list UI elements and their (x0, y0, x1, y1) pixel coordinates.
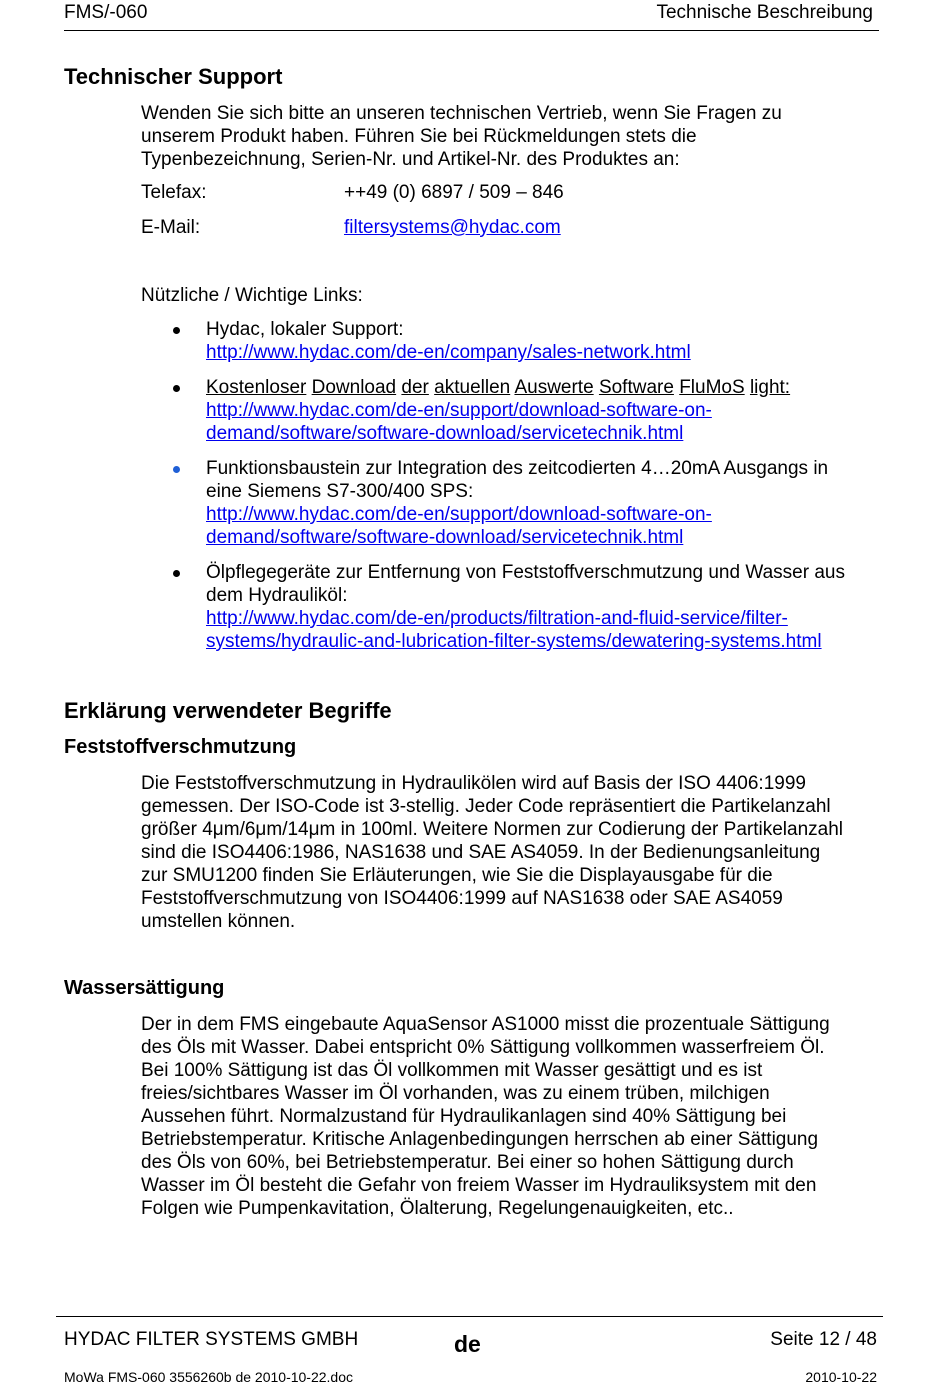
fax-number: ++49 (0) 6897 / 509 – 846 (344, 182, 564, 203)
footer-language: de (454, 1331, 481, 1357)
list-item (141, 318, 881, 364)
list-item (141, 561, 881, 653)
sales-network-link[interactable]: http://www.hydac.com/de-en/company/sales-network.html (206, 342, 691, 363)
flumos-download-link-cont[interactable]: demand/software/software-download/servicetechnik.html (206, 423, 684, 444)
support-intro-line: unserem Produkt haben. Führen Sie bei Rückmeldungen stets die (141, 126, 697, 147)
solids-heading: Feststoffverschmutzung (64, 736, 297, 758)
fax-label: Telefax: (141, 182, 207, 203)
link-description: Hydac, lokaler Support: (206, 319, 404, 340)
dewatering-link[interactable]: http://www.hydac.com/de-en/products/filtration-and-fluid-service/filter- (206, 608, 788, 629)
bullet-icon (173, 466, 180, 473)
email-label: E-Mail: (141, 217, 201, 238)
links-intro: Nützliche / Wichtige Links: (141, 285, 363, 306)
link-description: Funktionsbaustein zur Integration des zeitcodierten 4…20mA Ausgangs in (206, 458, 829, 479)
page-footer (56, 1316, 883, 1385)
header-doc-type: Technische Beschreibung (656, 2, 873, 23)
support-intro-line: Typenbezeichnung, Serien-Nr. und Artikel-Nr. des Produktes an: (141, 149, 680, 170)
list-item (141, 457, 881, 549)
link-description: Kostenloser Download der aktuellen Auswerte Software FluMoS light: (206, 377, 791, 398)
link-description: Ölpflegegeräte zur Entfernung von Feststoffverschmutzung und Wasser aus (206, 562, 845, 583)
page-header (64, 0, 879, 31)
support-intro-line: Wenden Sie sich bitte an unseren technischen Vertrieb, wenn Sie Fragen zu (141, 103, 782, 124)
footer-doc-filename: MoWa FMS-060 3556260b de 2010-10-22.doc (64, 1369, 353, 1385)
support-intro (141, 102, 881, 171)
siemens-block-link-cont[interactable]: demand/software/software-download/servicetechnik.html (206, 527, 684, 548)
link-description: dem Hydrauliköl: (206, 585, 348, 606)
dewatering-link-cont[interactable]: systems/hydraulic-and-lubrication-filter-systems/dewatering-systems.html (206, 631, 822, 652)
bullet-icon (173, 570, 180, 577)
bullet-icon (173, 385, 180, 392)
footer-page-number: Seite 12 / 48 (770, 1329, 877, 1350)
water-heading: Wassersättigung (64, 977, 225, 999)
flumos-download-link[interactable]: http://www.hydac.com/de-en/support/download-software-on- (206, 400, 712, 421)
water-paragraph: Der in dem FMS eingebaute AquaSensor AS1000 misst die prozentuale Sättigung des Öls mit Wasser. Dabei entspricht 0% Sättigung vollkommen wasserfreiem Öl. Bei 100% Sättigung ist das Öl vollkommen mit Wasser gesättigt und es ist freies/sichtbares Wasser im Öl vorhanden, was zu einem trüben, milchigen Aussehen führt. Normalzustand für Hydraulikanlagen sind 40% Sättigung bei Betriebstemperatur. Kritische Anlagenbedingungen herrschen ab einer Sättigung des Öls von 60%, bei Betriebstemperatur. Bei einer so hohen Sättigung durch Wasser im Öl besteht die Gefahr von freiem Wasser im Hydrauliksystem mit den Folgen wie Pumpenkavitation, Ölalterung, Regelungenauigkeiten, etc.. (141, 1014, 830, 1219)
support-heading: Technischer Support (64, 64, 283, 89)
bullet-icon (173, 327, 180, 334)
siemens-block-link[interactable]: http://www.hydac.com/de-en/support/download-software-on- (206, 504, 712, 525)
footer-date: 2010-10-22 (805, 1369, 877, 1385)
solids-paragraph: Die Feststoffverschmutzung in Hydraulikölen wird auf Basis der ISO 4406:1999 gemessen. Der ISO-Code ist 3-stellig. Jeder Code repräsentiert die Partikelanzahl größer 4μm/6μm/14μm in 100ml. Weitere Normen zur Codierung der Partikelanzahl sind die ISO4406:1986, NAS1638 und SAE AS4059. In der Bedienungsanleitung zur SMU1200 finden Sie Erläuterungen, wie Sie die Displayausgabe für die Feststoffverschmutzung von ISO4406:1999 auf NAS1638 oder SAE AS4059 umstellen können. (141, 773, 843, 932)
link-description: eine Siemens S7-300/400 SPS: (206, 481, 474, 502)
email-link[interactable]: filtersystems@hydac.com (344, 217, 561, 238)
list-item (141, 376, 881, 445)
footer-company: HYDAC FILTER SYSTEMS GMBH (64, 1329, 359, 1350)
header-doc-id: FMS/-060 (64, 2, 148, 23)
links-list (141, 318, 881, 665)
terms-heading: Erklärung verwendeter Begriffe (64, 698, 392, 723)
